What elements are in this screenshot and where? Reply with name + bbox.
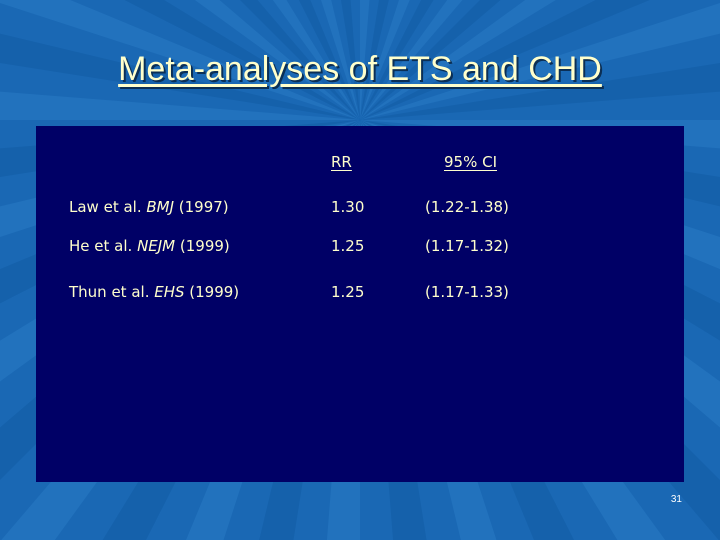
study-label: Law et al. BMJ (1997) <box>69 198 229 216</box>
header-rr: RR <box>331 153 352 171</box>
ci-value: (1.22-1.38) <box>425 198 509 216</box>
rr-value: 1.25 <box>331 237 365 255</box>
rr-value: 1.25 <box>331 283 365 301</box>
journal-name: NEJM <box>137 237 176 255</box>
header-ci: 95% CI <box>444 153 498 171</box>
ci-value: (1.17-1.32) <box>425 237 509 255</box>
slide-title: Meta-analyses of ETS and CHD <box>118 50 602 88</box>
ci-value: (1.17-1.33) <box>425 283 509 301</box>
table-panel <box>36 126 684 482</box>
study-label: He et al. NEJM (1999) <box>69 237 230 255</box>
journal-name: EHS <box>154 283 185 301</box>
slide-number: 31 <box>670 494 682 505</box>
study-label: Thun et al. EHS (1999) <box>69 283 240 301</box>
rr-value: 1.30 <box>331 198 365 216</box>
journal-name: BMJ <box>146 198 175 216</box>
